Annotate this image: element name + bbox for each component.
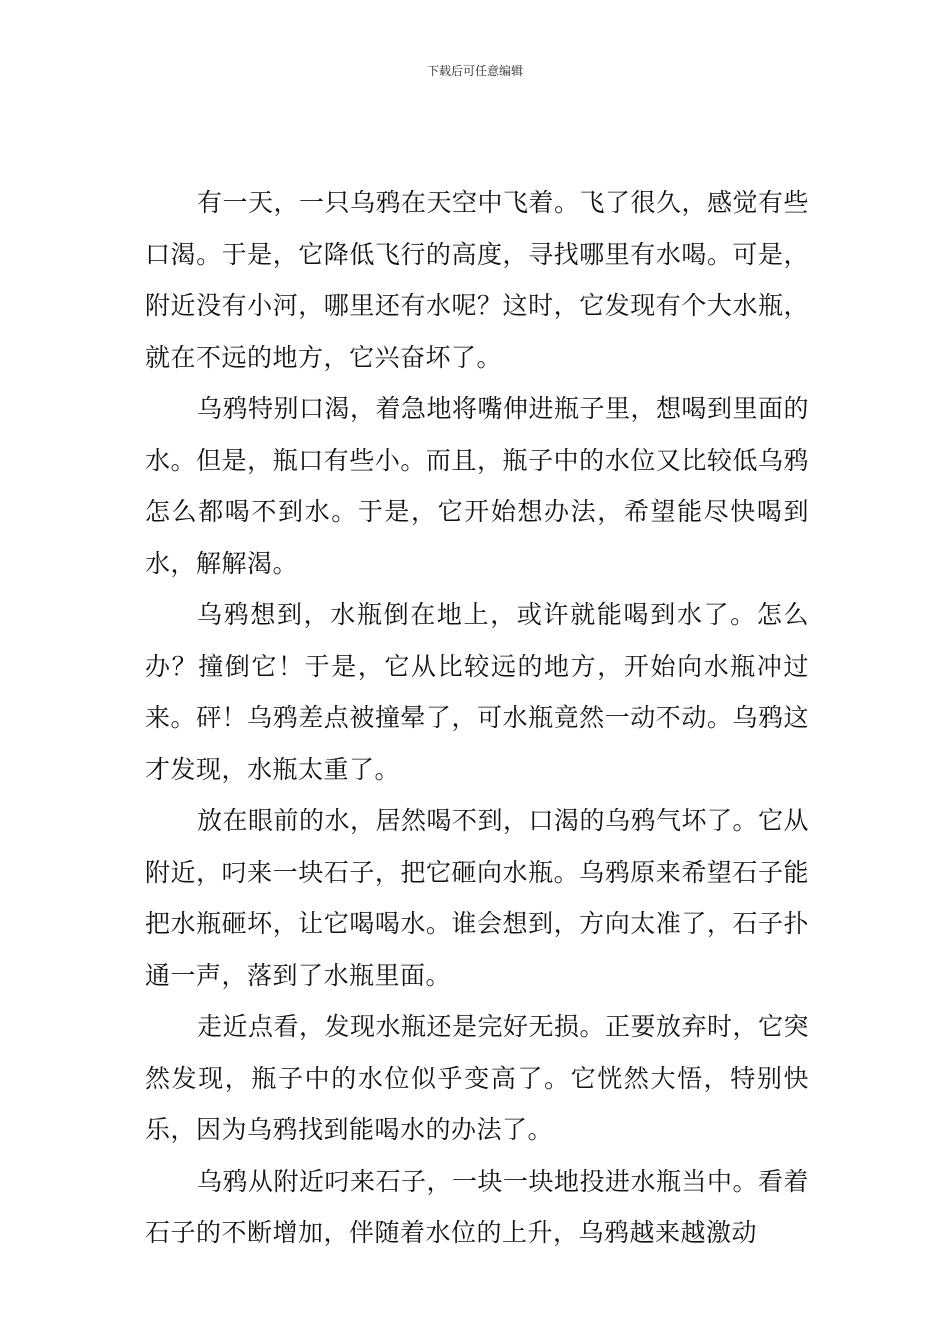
paragraph: 有一天，一只乌鸦在天空中飞着。飞了很久，感觉有些口渴。于是，它降低飞行的高度，寻找哪里有水喝。可是，附近没有小河，哪里还有水呢？这时，它发现有个大水瓶，就在不远的地方，它兴奋坏了。 bbox=[145, 188, 810, 372]
page-header: 下载后可任意编辑 bbox=[426, 64, 523, 78]
document-body bbox=[145, 177, 809, 1259]
paragraph: 乌鸦从附近叼来石子，一块一块地投进水瓶当中。看着石子的不断增加，伴随着水位的上升，乌鸦越来越激动 bbox=[145, 1166, 810, 1247]
paragraph: 放在眼前的水，居然喝不到，口渴的乌鸦气坏了。它从附近，叼来一块石子，把它砸向水瓶。乌鸦原来希望石子能把水瓶砸坏，让它喝喝水。谁会想到，方向太准了，石子扑通一声，落到了水瓶里面。 bbox=[145, 806, 810, 990]
paragraph: 乌鸦特别口渴，着急地将嘴伸进瓶子里，想喝到里面的水。但是，瓶口有些小。而且，瓶子中的水位又比较低乌鸦怎么都喝不到水。于是，它开始想办法，希望能尽快喝到水，解解渴。 bbox=[145, 394, 810, 578]
paragraph: 乌鸦想到，水瓶倒在地上，或许就能喝到水了。怎么办？撞倒它！于是，它从比较远的地方，开始向水瓶冲过来。砰！乌鸦差点被撞晕了，可水瓶竟然一动不动。乌鸦这才发现，水瓶太重了。 bbox=[145, 600, 809, 784]
paragraph: 走近点看，发现水瓶还是完好无损。正要放弃时，它突然发现，瓶子中的水位似乎变高了。它恍然大悟，特别快乐，因为乌鸦找到能喝水的办法了。 bbox=[145, 1012, 810, 1144]
